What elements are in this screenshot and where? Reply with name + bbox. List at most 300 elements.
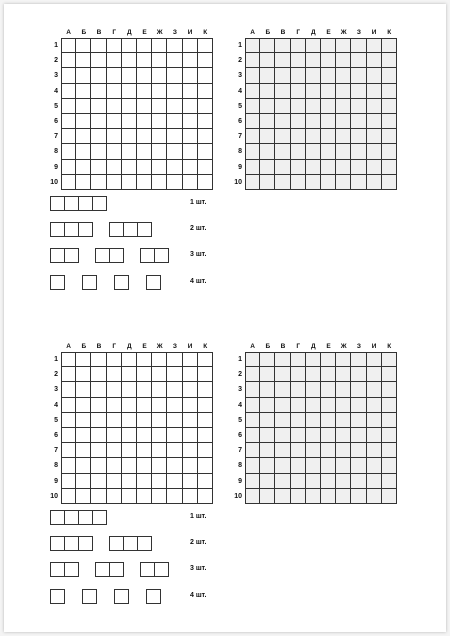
grid-cell[interactable] bbox=[275, 144, 290, 159]
grid-cell[interactable] bbox=[137, 114, 152, 129]
grid-cell[interactable] bbox=[275, 443, 290, 458]
grid-cell[interactable] bbox=[245, 129, 260, 144]
grid-cell[interactable] bbox=[183, 99, 198, 114]
grid-cell[interactable] bbox=[275, 398, 290, 413]
grid-cell[interactable] bbox=[61, 474, 76, 489]
grid-cell[interactable] bbox=[76, 443, 91, 458]
grid-cell[interactable] bbox=[275, 367, 290, 382]
grid-cell[interactable] bbox=[137, 84, 152, 99]
grid-cell[interactable] bbox=[245, 489, 260, 504]
grid-cell[interactable] bbox=[183, 114, 198, 129]
grid-cell[interactable] bbox=[122, 68, 137, 83]
grid-cell[interactable] bbox=[351, 413, 366, 428]
grid-cell[interactable] bbox=[107, 114, 122, 129]
grid-cell[interactable] bbox=[245, 474, 260, 489]
grid-cell[interactable] bbox=[336, 53, 351, 68]
grid-cell[interactable] bbox=[183, 129, 198, 144]
grid-cell[interactable] bbox=[367, 489, 382, 504]
grid-cell[interactable] bbox=[91, 99, 106, 114]
grid-cell[interactable] bbox=[137, 160, 152, 175]
grid-cell[interactable] bbox=[76, 428, 91, 443]
grid-cell[interactable] bbox=[152, 53, 167, 68]
grid-cell[interactable] bbox=[76, 382, 91, 397]
grid-cell[interactable] bbox=[167, 84, 182, 99]
grid-cell[interactable] bbox=[336, 382, 351, 397]
grid-cell[interactable] bbox=[245, 352, 260, 367]
grid-cell[interactable] bbox=[336, 474, 351, 489]
grid-cell[interactable] bbox=[382, 129, 397, 144]
grid-cell[interactable] bbox=[351, 38, 366, 53]
grid-cell[interactable] bbox=[321, 114, 336, 129]
grid-cell[interactable] bbox=[336, 144, 351, 159]
grid-cell[interactable] bbox=[367, 398, 382, 413]
grid-cell[interactable] bbox=[91, 144, 106, 159]
grid-cell[interactable] bbox=[291, 428, 306, 443]
grid-cell[interactable] bbox=[122, 175, 137, 190]
grid-cell[interactable] bbox=[122, 129, 137, 144]
grid-cell[interactable] bbox=[122, 84, 137, 99]
grid-cell[interactable] bbox=[183, 474, 198, 489]
grid-cell[interactable] bbox=[382, 160, 397, 175]
grid-cell[interactable] bbox=[260, 398, 275, 413]
grid-cell[interactable] bbox=[245, 443, 260, 458]
grid-cell[interactable] bbox=[245, 398, 260, 413]
grid-cell[interactable] bbox=[382, 413, 397, 428]
grid-cell[interactable] bbox=[107, 489, 122, 504]
grid-cell[interactable] bbox=[382, 38, 397, 53]
grid-cell[interactable] bbox=[122, 53, 137, 68]
grid-cell[interactable] bbox=[336, 38, 351, 53]
grid-cell[interactable] bbox=[275, 352, 290, 367]
grid-cell[interactable] bbox=[107, 175, 122, 190]
grid-cell[interactable] bbox=[351, 144, 366, 159]
grid-cell[interactable] bbox=[76, 38, 91, 53]
grid-cell[interactable] bbox=[107, 38, 122, 53]
grid-cell[interactable] bbox=[107, 53, 122, 68]
grid-cell[interactable] bbox=[167, 382, 182, 397]
grid-cell[interactable] bbox=[167, 413, 182, 428]
grid-cell[interactable] bbox=[260, 99, 275, 114]
grid-cell[interactable] bbox=[382, 114, 397, 129]
grid-cell[interactable] bbox=[351, 129, 366, 144]
grid-cell[interactable] bbox=[275, 458, 290, 473]
grid-cell[interactable] bbox=[367, 144, 382, 159]
grid-cell[interactable] bbox=[275, 84, 290, 99]
grid-cell[interactable] bbox=[291, 413, 306, 428]
grid-cell[interactable] bbox=[321, 413, 336, 428]
grid-cell[interactable] bbox=[336, 413, 351, 428]
grid-cell[interactable] bbox=[260, 443, 275, 458]
grid-cell[interactable] bbox=[382, 474, 397, 489]
grid-cell[interactable] bbox=[152, 99, 167, 114]
grid-cell[interactable] bbox=[321, 129, 336, 144]
grid-cell[interactable] bbox=[76, 175, 91, 190]
grid-cell[interactable] bbox=[183, 352, 198, 367]
grid-cell[interactable] bbox=[336, 175, 351, 190]
grid-cell[interactable] bbox=[107, 398, 122, 413]
grid-cell[interactable] bbox=[306, 382, 321, 397]
grid-cell[interactable] bbox=[76, 144, 91, 159]
grid-cell[interactable] bbox=[351, 53, 366, 68]
grid-cell[interactable] bbox=[291, 352, 306, 367]
grid-cell[interactable] bbox=[367, 382, 382, 397]
grid-cell[interactable] bbox=[91, 53, 106, 68]
grid-cell[interactable] bbox=[260, 144, 275, 159]
grid-cell[interactable] bbox=[306, 38, 321, 53]
grid-cell[interactable] bbox=[137, 352, 152, 367]
grid-cell[interactable] bbox=[198, 160, 213, 175]
grid-cell[interactable] bbox=[152, 114, 167, 129]
grid-cell[interactable] bbox=[275, 160, 290, 175]
grid-cell[interactable] bbox=[382, 99, 397, 114]
grid-cell[interactable] bbox=[152, 489, 167, 504]
grid-cell[interactable] bbox=[167, 53, 182, 68]
grid-cell[interactable] bbox=[382, 53, 397, 68]
grid-cell[interactable] bbox=[367, 458, 382, 473]
grid-cell[interactable] bbox=[76, 458, 91, 473]
grid-cell[interactable] bbox=[91, 114, 106, 129]
grid-cell[interactable] bbox=[367, 68, 382, 83]
grid-cell[interactable] bbox=[306, 129, 321, 144]
grid-cell[interactable] bbox=[367, 53, 382, 68]
grid-cell[interactable] bbox=[260, 474, 275, 489]
grid-cell[interactable] bbox=[122, 144, 137, 159]
grid-cell[interactable] bbox=[291, 489, 306, 504]
grid-cell[interactable] bbox=[152, 352, 167, 367]
grid-cell[interactable] bbox=[367, 160, 382, 175]
grid-cell[interactable] bbox=[275, 489, 290, 504]
grid-cell[interactable] bbox=[122, 114, 137, 129]
grid-cell[interactable] bbox=[245, 84, 260, 99]
grid-cell[interactable] bbox=[382, 489, 397, 504]
grid-cell[interactable] bbox=[351, 175, 366, 190]
grid-cell[interactable] bbox=[152, 474, 167, 489]
grid-cell[interactable] bbox=[336, 489, 351, 504]
grid-cell[interactable] bbox=[306, 144, 321, 159]
grid-cell[interactable] bbox=[167, 68, 182, 83]
grid-cell[interactable] bbox=[122, 352, 137, 367]
grid-cell[interactable] bbox=[61, 129, 76, 144]
grid-cell[interactable] bbox=[91, 367, 106, 382]
grid-cell[interactable] bbox=[367, 443, 382, 458]
grid-cell[interactable] bbox=[306, 53, 321, 68]
grid-cell[interactable] bbox=[137, 367, 152, 382]
grid-cell[interactable] bbox=[107, 443, 122, 458]
grid-cell[interactable] bbox=[321, 474, 336, 489]
grid-cell[interactable] bbox=[198, 458, 213, 473]
grid-cell[interactable] bbox=[122, 99, 137, 114]
grid-cell[interactable] bbox=[351, 382, 366, 397]
grid-cell[interactable] bbox=[137, 489, 152, 504]
grid-cell[interactable] bbox=[291, 99, 306, 114]
grid-cell[interactable] bbox=[198, 398, 213, 413]
grid-cell[interactable] bbox=[291, 398, 306, 413]
grid-cell[interactable] bbox=[198, 129, 213, 144]
grid-cell[interactable] bbox=[61, 99, 76, 114]
grid-cell[interactable] bbox=[137, 474, 152, 489]
grid-cell[interactable] bbox=[367, 99, 382, 114]
grid-cell[interactable] bbox=[321, 352, 336, 367]
grid-cell[interactable] bbox=[260, 367, 275, 382]
grid-cell[interactable] bbox=[91, 352, 106, 367]
grid-cell[interactable] bbox=[122, 398, 137, 413]
grid-cell[interactable] bbox=[167, 428, 182, 443]
grid-cell[interactable] bbox=[245, 114, 260, 129]
grid-cell[interactable] bbox=[152, 84, 167, 99]
grid-cell[interactable] bbox=[275, 99, 290, 114]
grid-cell[interactable] bbox=[198, 68, 213, 83]
grid-cell[interactable] bbox=[183, 398, 198, 413]
grid-cell[interactable] bbox=[167, 129, 182, 144]
grid-cell[interactable] bbox=[198, 489, 213, 504]
grid-cell[interactable] bbox=[61, 84, 76, 99]
grid-cell[interactable] bbox=[152, 413, 167, 428]
grid-cell[interactable] bbox=[61, 443, 76, 458]
grid-cell[interactable] bbox=[198, 413, 213, 428]
grid-cell[interactable] bbox=[76, 474, 91, 489]
grid-cell[interactable] bbox=[198, 99, 213, 114]
grid-cell[interactable] bbox=[167, 99, 182, 114]
grid-cell[interactable] bbox=[336, 458, 351, 473]
grid-cell[interactable] bbox=[152, 144, 167, 159]
grid-cell[interactable] bbox=[275, 413, 290, 428]
grid-cell[interactable] bbox=[198, 53, 213, 68]
grid-cell[interactable] bbox=[183, 175, 198, 190]
grid-cell[interactable] bbox=[76, 489, 91, 504]
grid-cell[interactable] bbox=[152, 398, 167, 413]
grid-cell[interactable] bbox=[291, 458, 306, 473]
grid-cell[interactable] bbox=[122, 443, 137, 458]
grid-cell[interactable] bbox=[336, 114, 351, 129]
grid-cell[interactable] bbox=[245, 53, 260, 68]
grid-cell[interactable] bbox=[137, 144, 152, 159]
grid-cell[interactable] bbox=[183, 84, 198, 99]
grid-cell[interactable] bbox=[122, 489, 137, 504]
grid-cell[interactable] bbox=[91, 443, 106, 458]
grid-cell[interactable] bbox=[198, 114, 213, 129]
grid-cell[interactable] bbox=[152, 443, 167, 458]
grid-cell[interactable] bbox=[137, 443, 152, 458]
grid-cell[interactable] bbox=[245, 38, 260, 53]
grid-cell[interactable] bbox=[61, 489, 76, 504]
grid-cell[interactable] bbox=[76, 68, 91, 83]
grid-cell[interactable] bbox=[306, 99, 321, 114]
grid-cell[interactable] bbox=[107, 474, 122, 489]
grid-cell[interactable] bbox=[107, 382, 122, 397]
grid-cell[interactable] bbox=[61, 413, 76, 428]
grid-cell[interactable] bbox=[306, 398, 321, 413]
grid-cell[interactable] bbox=[61, 428, 76, 443]
grid-cell[interactable] bbox=[275, 382, 290, 397]
grid-cell[interactable] bbox=[382, 175, 397, 190]
grid-cell[interactable] bbox=[321, 68, 336, 83]
grid-cell[interactable] bbox=[198, 443, 213, 458]
grid-cell[interactable] bbox=[245, 99, 260, 114]
grid-cell[interactable] bbox=[76, 413, 91, 428]
grid-cell[interactable] bbox=[61, 382, 76, 397]
grid-cell[interactable] bbox=[260, 84, 275, 99]
grid-cell[interactable] bbox=[291, 474, 306, 489]
grid-cell[interactable] bbox=[367, 413, 382, 428]
grid-cell[interactable] bbox=[137, 382, 152, 397]
grid-cell[interactable] bbox=[275, 53, 290, 68]
grid-cell[interactable] bbox=[245, 144, 260, 159]
grid-cell[interactable] bbox=[198, 382, 213, 397]
grid-cell[interactable] bbox=[351, 99, 366, 114]
grid-cell[interactable] bbox=[351, 367, 366, 382]
grid-cell[interactable] bbox=[382, 428, 397, 443]
grid-cell[interactable] bbox=[306, 443, 321, 458]
grid-cell[interactable] bbox=[351, 84, 366, 99]
grid-cell[interactable] bbox=[367, 367, 382, 382]
grid-cell[interactable] bbox=[367, 474, 382, 489]
grid-cell[interactable] bbox=[275, 68, 290, 83]
grid-cell[interactable] bbox=[275, 175, 290, 190]
grid-cell[interactable] bbox=[321, 382, 336, 397]
grid-cell[interactable] bbox=[198, 428, 213, 443]
grid-cell[interactable] bbox=[137, 129, 152, 144]
grid-cell[interactable] bbox=[245, 458, 260, 473]
grid-cell[interactable] bbox=[107, 160, 122, 175]
grid-cell[interactable] bbox=[321, 38, 336, 53]
grid-cell[interactable] bbox=[137, 38, 152, 53]
grid-cell[interactable] bbox=[152, 38, 167, 53]
grid-cell[interactable] bbox=[76, 99, 91, 114]
grid-cell[interactable] bbox=[291, 53, 306, 68]
grid-cell[interactable] bbox=[260, 114, 275, 129]
grid-cell[interactable] bbox=[382, 367, 397, 382]
grid-cell[interactable] bbox=[351, 352, 366, 367]
grid-cell[interactable] bbox=[91, 458, 106, 473]
grid-cell[interactable] bbox=[321, 99, 336, 114]
grid-cell[interactable] bbox=[183, 413, 198, 428]
grid-cell[interactable] bbox=[76, 129, 91, 144]
grid-cell[interactable] bbox=[260, 489, 275, 504]
grid-cell[interactable] bbox=[91, 129, 106, 144]
grid-cell[interactable] bbox=[76, 367, 91, 382]
grid-cell[interactable] bbox=[245, 413, 260, 428]
grid-cell[interactable] bbox=[351, 489, 366, 504]
grid-cell[interactable] bbox=[91, 413, 106, 428]
grid-cell[interactable] bbox=[245, 428, 260, 443]
grid-cell[interactable] bbox=[351, 160, 366, 175]
grid-cell[interactable] bbox=[61, 352, 76, 367]
grid-cell[interactable] bbox=[260, 38, 275, 53]
grid-cell[interactable] bbox=[260, 53, 275, 68]
grid-cell[interactable] bbox=[275, 114, 290, 129]
grid-cell[interactable] bbox=[306, 352, 321, 367]
grid-cell[interactable] bbox=[382, 84, 397, 99]
grid-cell[interactable] bbox=[321, 428, 336, 443]
grid-cell[interactable] bbox=[183, 160, 198, 175]
grid-cell[interactable] bbox=[198, 474, 213, 489]
grid-cell[interactable] bbox=[122, 38, 137, 53]
grid-cell[interactable] bbox=[275, 129, 290, 144]
grid-cell[interactable] bbox=[367, 84, 382, 99]
grid-cell[interactable] bbox=[351, 458, 366, 473]
grid-cell[interactable] bbox=[367, 352, 382, 367]
grid-cell[interactable] bbox=[91, 68, 106, 83]
grid-cell[interactable] bbox=[321, 489, 336, 504]
grid-cell[interactable] bbox=[291, 443, 306, 458]
grid-cell[interactable] bbox=[336, 68, 351, 83]
grid-cell[interactable] bbox=[291, 129, 306, 144]
grid-cell[interactable] bbox=[167, 38, 182, 53]
grid-cell[interactable] bbox=[61, 398, 76, 413]
grid-cell[interactable] bbox=[245, 160, 260, 175]
grid-cell[interactable] bbox=[245, 175, 260, 190]
grid-cell[interactable] bbox=[76, 398, 91, 413]
grid-cell[interactable] bbox=[321, 367, 336, 382]
grid-cell[interactable] bbox=[306, 474, 321, 489]
grid-cell[interactable] bbox=[61, 114, 76, 129]
grid-cell[interactable] bbox=[183, 443, 198, 458]
grid-cell[interactable] bbox=[137, 398, 152, 413]
grid-cell[interactable] bbox=[321, 53, 336, 68]
grid-cell[interactable] bbox=[167, 144, 182, 159]
grid-cell[interactable] bbox=[321, 160, 336, 175]
grid-cell[interactable] bbox=[107, 367, 122, 382]
grid-cell[interactable] bbox=[152, 175, 167, 190]
grid-cell[interactable] bbox=[107, 84, 122, 99]
grid-cell[interactable] bbox=[382, 352, 397, 367]
grid-cell[interactable] bbox=[245, 68, 260, 83]
grid-cell[interactable] bbox=[122, 413, 137, 428]
grid-cell[interactable] bbox=[245, 367, 260, 382]
grid-cell[interactable] bbox=[382, 458, 397, 473]
grid-cell[interactable] bbox=[291, 84, 306, 99]
grid-cell[interactable] bbox=[61, 367, 76, 382]
grid-cell[interactable] bbox=[107, 352, 122, 367]
grid-cell[interactable] bbox=[137, 68, 152, 83]
grid-cell[interactable] bbox=[91, 38, 106, 53]
grid-cell[interactable] bbox=[351, 398, 366, 413]
grid-cell[interactable] bbox=[351, 443, 366, 458]
grid-cell[interactable] bbox=[260, 68, 275, 83]
grid-cell[interactable] bbox=[336, 367, 351, 382]
grid-cell[interactable] bbox=[382, 144, 397, 159]
grid-cell[interactable] bbox=[61, 160, 76, 175]
grid-cell[interactable] bbox=[275, 474, 290, 489]
grid-cell[interactable] bbox=[260, 175, 275, 190]
grid-cell[interactable] bbox=[291, 160, 306, 175]
grid-cell[interactable] bbox=[321, 175, 336, 190]
grid-cell[interactable] bbox=[260, 129, 275, 144]
grid-cell[interactable] bbox=[321, 458, 336, 473]
grid-cell[interactable] bbox=[336, 352, 351, 367]
grid-cell[interactable] bbox=[61, 458, 76, 473]
grid-cell[interactable] bbox=[107, 99, 122, 114]
grid-cell[interactable] bbox=[76, 114, 91, 129]
grid-cell[interactable] bbox=[367, 129, 382, 144]
grid-cell[interactable] bbox=[198, 175, 213, 190]
grid-cell[interactable] bbox=[183, 382, 198, 397]
grid-cell[interactable] bbox=[275, 38, 290, 53]
grid-cell[interactable] bbox=[336, 160, 351, 175]
grid-cell[interactable] bbox=[382, 398, 397, 413]
grid-cell[interactable] bbox=[321, 398, 336, 413]
grid-cell[interactable] bbox=[152, 382, 167, 397]
grid-cell[interactable] bbox=[152, 367, 167, 382]
grid-cell[interactable] bbox=[137, 53, 152, 68]
grid-cell[interactable] bbox=[367, 38, 382, 53]
grid-cell[interactable] bbox=[61, 144, 76, 159]
grid-cell[interactable] bbox=[306, 458, 321, 473]
grid-cell[interactable] bbox=[152, 428, 167, 443]
grid-cell[interactable] bbox=[291, 175, 306, 190]
grid-cell[interactable] bbox=[137, 458, 152, 473]
grid-cell[interactable] bbox=[91, 175, 106, 190]
